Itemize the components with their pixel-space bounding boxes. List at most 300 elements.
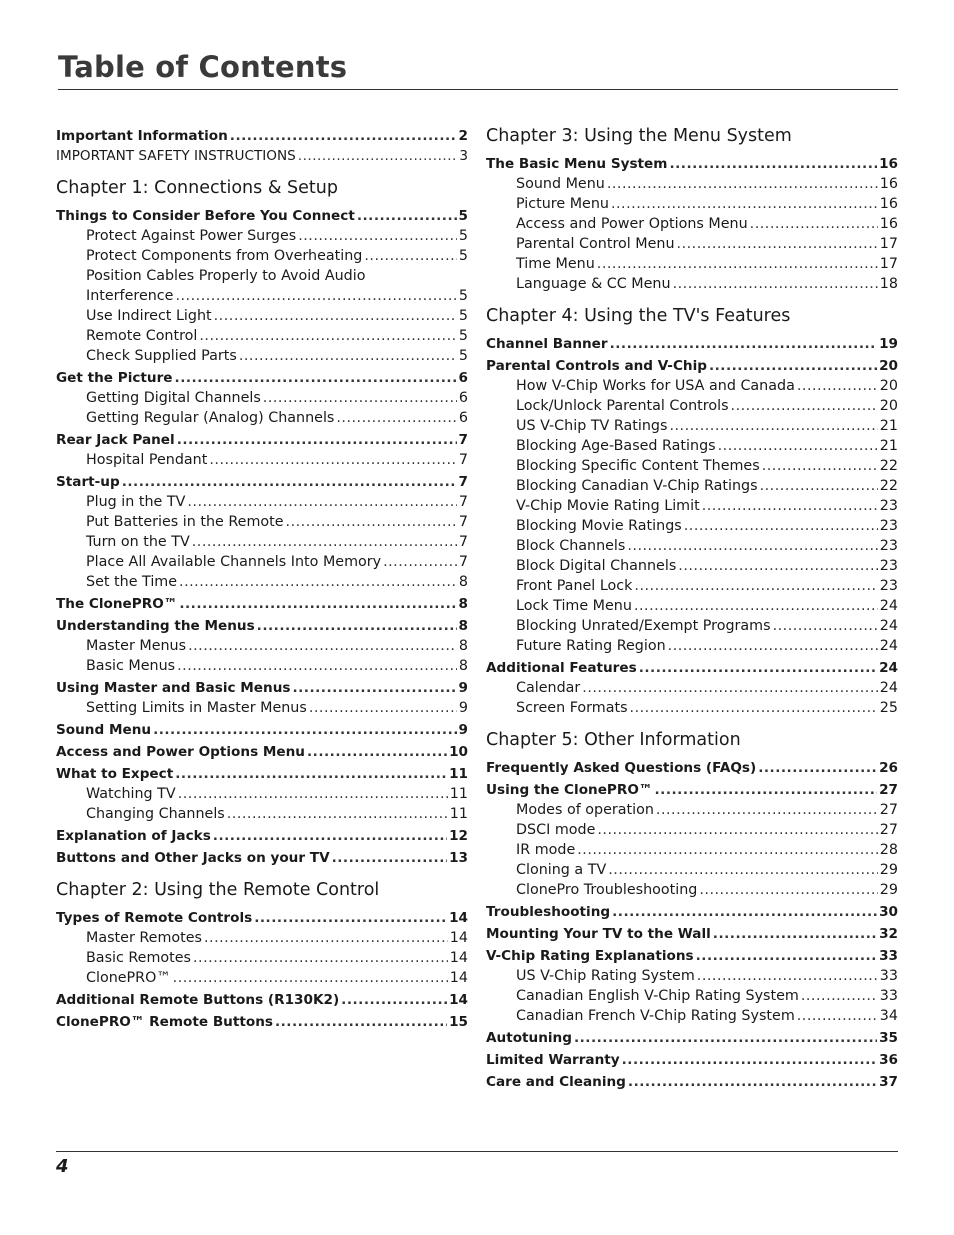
toc-entry-page: 29 — [879, 882, 898, 898]
toc-section-entry[interactable] — [486, 946, 898, 966]
toc-entry-label: IMPORTANT SAFETY INSTRUCTIONS — [56, 148, 296, 164]
toc-entry-label: Get the Picture — [56, 370, 173, 386]
toc-section-entry[interactable] — [56, 430, 468, 450]
toc-entry-page: 5 — [458, 308, 468, 324]
toc-entry[interactable] — [56, 326, 468, 346]
footer-divider — [56, 1151, 898, 1152]
toc-entry-label: DSCI mode — [516, 822, 596, 838]
toc-entry-page: 24 — [879, 660, 898, 676]
toc-entry-label: Front Panel Lock — [516, 578, 633, 594]
dot-leader — [673, 274, 878, 294]
toc-entry-page: 14 — [449, 992, 468, 1008]
toc-entry-label: Care and Cleaning — [486, 1074, 626, 1090]
toc-entry-label: Set the Time — [86, 574, 178, 590]
dot-leader — [597, 820, 877, 840]
dot-leader — [669, 154, 877, 174]
toc-entry-page: 9 — [458, 700, 468, 716]
toc-entry[interactable] — [56, 784, 468, 804]
toc-entry-page: 8 — [458, 658, 468, 674]
toc-section-entry[interactable] — [56, 472, 468, 492]
toc-entry-label: Getting Digital Channels — [86, 390, 261, 406]
toc-entry-page: 18 — [879, 276, 898, 292]
dot-leader — [639, 658, 877, 678]
toc-entry-page: 23 — [879, 558, 898, 574]
toc-entry-label: Position Cables Properly to Avoid Audio — [86, 268, 366, 284]
dot-leader — [254, 908, 447, 928]
toc-section-entry[interactable] — [486, 924, 898, 944]
toc-entry-label: Sound Menu — [516, 176, 605, 192]
dot-leader — [697, 966, 878, 986]
toc-entry-page: 5 — [458, 328, 468, 344]
toc-entry-page: 7 — [458, 534, 468, 550]
toc-entry-label: Blocking Age-Based Ratings — [516, 438, 716, 454]
dot-leader — [760, 476, 878, 496]
toc-section-entry[interactable] — [486, 780, 898, 800]
toc-entry-page: 28 — [879, 842, 898, 858]
toc-entry[interactable] — [486, 698, 898, 718]
toc-section-entry[interactable] — [486, 334, 898, 354]
dot-leader — [582, 678, 878, 698]
dot-leader — [801, 986, 878, 1006]
toc-entry-label: The Basic Menu System — [486, 156, 668, 172]
toc-entry-label: Start-up — [56, 474, 120, 490]
toc-entry-page: 21 — [879, 438, 898, 454]
dot-leader — [702, 496, 878, 516]
toc-entry-label: Parental Controls and V-Chip — [486, 358, 707, 374]
toc-entry-label: Types of Remote Controls — [56, 910, 253, 926]
toc-entry-label: How V-Chip Works for USA and Canada — [516, 378, 795, 394]
toc-entry-label: IR mode — [516, 842, 576, 858]
toc-entry-label: Picture Menu — [516, 196, 609, 212]
toc-entry-label: Turn on the TV — [86, 534, 190, 550]
toc-entry[interactable] — [486, 194, 898, 214]
dot-leader — [628, 1072, 877, 1092]
toc-entry[interactable] — [486, 986, 898, 1006]
toc-entry[interactable] — [56, 492, 468, 512]
toc-entry[interactable] — [486, 576, 898, 596]
toc-entry-page: 34 — [879, 1008, 898, 1024]
toc-entry-page: 21 — [879, 418, 898, 434]
toc-section-entry[interactable] — [56, 206, 468, 226]
toc-section-entry[interactable] — [56, 678, 468, 698]
toc-entry[interactable] — [56, 226, 468, 246]
dot-leader — [175, 286, 456, 306]
toc-entry-label: Rear Jack Panel — [56, 432, 175, 448]
dot-leader — [611, 194, 878, 214]
toc-entry[interactable] — [486, 636, 898, 656]
toc-entry[interactable] — [486, 174, 898, 194]
toc-entry[interactable] — [486, 496, 898, 516]
toc-entry-page: 17 — [879, 256, 898, 272]
toc-entry-label: Block Digital Channels — [516, 558, 677, 574]
dot-leader — [307, 742, 447, 762]
toc-entry-label: Access and Power Options Menu — [516, 216, 748, 232]
toc-entry[interactable] — [56, 552, 468, 572]
dot-leader — [192, 532, 457, 552]
toc-entry-page: 5 — [458, 228, 468, 244]
toc-entry-page: 5 — [458, 248, 468, 264]
toc-entry-page: 23 — [879, 578, 898, 594]
toc-entry-page: 11 — [449, 766, 468, 782]
toc-entry-page: 29 — [879, 862, 898, 878]
toc-entry[interactable] — [486, 800, 898, 820]
dot-leader — [797, 1006, 878, 1026]
toc-entry-label: Lock/Unlock Parental Controls — [516, 398, 729, 414]
toc-section-entry[interactable] — [486, 1050, 898, 1070]
dot-leader — [762, 456, 878, 476]
toc-entry-label: Troubleshooting — [486, 904, 611, 920]
chapter-heading: Chapter 3: Using the Menu System — [486, 126, 792, 146]
toc-entry-page: 11 — [449, 786, 468, 802]
toc-entry[interactable] — [486, 516, 898, 536]
toc-entry-page: 5 — [458, 208, 468, 224]
toc-entry-label: V-Chip Rating Explanations — [486, 948, 694, 964]
toc-entry-page: 19 — [879, 336, 898, 352]
dot-leader — [230, 126, 457, 146]
dot-leader — [364, 246, 457, 266]
toc-entry[interactable] — [56, 698, 468, 718]
toc-section-entry[interactable] — [56, 368, 468, 388]
toc-entry-label: Blocking Canadian V-Chip Ratings — [516, 478, 758, 494]
toc-section-entry[interactable] — [56, 764, 468, 784]
dot-leader — [630, 698, 878, 718]
toc-entry-page: 13 — [449, 850, 468, 866]
toc-entry-page: 32 — [879, 926, 898, 942]
toc-entry-label: Hospital Pendant — [86, 452, 208, 468]
toc-entry-page: 22 — [879, 478, 898, 494]
toc-entry[interactable] — [56, 246, 468, 266]
toc-entry[interactable] — [56, 146, 468, 166]
dot-leader — [655, 780, 878, 800]
toc-entry-page: 7 — [458, 432, 468, 448]
toc-entry[interactable] — [486, 274, 898, 294]
dot-leader — [204, 928, 448, 948]
toc-entry-page: 11 — [449, 806, 468, 822]
toc-entry-label: Additional Features — [486, 660, 637, 676]
toc-entry-page: 27 — [879, 822, 898, 838]
chapter-heading: Chapter 5: Other Information — [486, 730, 741, 750]
dot-leader — [577, 840, 878, 860]
toc-entry-label: Protect Components from Overheating — [86, 248, 363, 264]
toc-section-entry[interactable] — [56, 990, 468, 1010]
toc-section-entry[interactable] — [56, 826, 468, 846]
toc-entry-page: 36 — [879, 1052, 898, 1068]
dot-leader — [332, 848, 447, 868]
toc-entry-page: 16 — [879, 216, 898, 232]
dot-leader — [383, 552, 457, 572]
toc-section-entry[interactable] — [486, 658, 898, 678]
dot-leader — [173, 968, 448, 988]
dot-leader — [677, 234, 878, 254]
toc-entry[interactable] — [486, 436, 898, 456]
toc-entry-label: Language & CC Menu — [516, 276, 671, 292]
toc-entry-label: Blocking Specific Content Themes — [516, 458, 760, 474]
dot-leader — [656, 800, 878, 820]
page-title: Table of Contents — [58, 50, 348, 84]
toc-entry-page: 23 — [879, 538, 898, 554]
toc-entry[interactable] — [486, 840, 898, 860]
toc-entry-label: Basic Menus — [86, 658, 176, 674]
toc-section-entry[interactable] — [56, 742, 468, 762]
toc-entry[interactable] — [56, 286, 468, 306]
toc-entry[interactable] — [486, 214, 898, 234]
toc-entry-label: What to Expect — [56, 766, 174, 782]
toc-entry-label: ClonePro Troubleshooting — [516, 882, 698, 898]
toc-entry-page: 8 — [458, 618, 468, 634]
toc-entry[interactable] — [486, 616, 898, 636]
toc-entry[interactable] — [56, 408, 468, 428]
toc-entry-label: Canadian French V-Chip Rating System — [516, 1008, 795, 1024]
toc-entry[interactable] — [56, 804, 468, 824]
toc-entry[interactable] — [486, 820, 898, 840]
chapter-heading: Chapter 2: Using the Remote Control — [56, 880, 380, 900]
dot-leader — [696, 946, 877, 966]
dot-leader — [263, 388, 457, 408]
dot-leader — [731, 396, 878, 416]
toc-entry-page: 6 — [458, 390, 468, 406]
toc-entry-page: 33 — [879, 968, 898, 984]
toc-entry[interactable] — [56, 450, 468, 470]
dot-leader — [175, 368, 457, 388]
dot-leader — [597, 254, 878, 274]
toc-entry[interactable] — [56, 948, 468, 968]
dot-leader — [612, 902, 877, 922]
dot-leader — [668, 636, 878, 656]
toc-entry[interactable] — [56, 512, 468, 532]
toc-entry[interactable] — [56, 636, 468, 656]
toc-entry-page: 33 — [879, 948, 898, 964]
dot-leader — [669, 416, 877, 436]
dot-leader — [179, 594, 456, 614]
toc-entry-page: 23 — [879, 518, 898, 534]
dot-leader — [199, 326, 457, 346]
page-number: 4 — [56, 1156, 69, 1177]
toc-entry-label: US V-Chip TV Ratings — [516, 418, 668, 434]
toc-entry[interactable] — [486, 860, 898, 880]
toc-entry[interactable] — [486, 396, 898, 416]
toc-entry[interactable] — [486, 536, 898, 556]
dot-leader — [188, 636, 457, 656]
toc-entry-label: Understanding the Menus — [56, 618, 255, 634]
toc-entry-label: Access and Power Options Menu — [56, 744, 305, 760]
toc-entry[interactable] — [56, 388, 468, 408]
toc-entry-label: ClonePRO™ Remote Buttons — [56, 1014, 273, 1030]
toc-entry-label: Protect Against Power Surges — [86, 228, 297, 244]
toc-entry-label: Autotuning — [486, 1030, 572, 1046]
toc-entry[interactable] — [486, 376, 898, 396]
toc-entry-page: 7 — [458, 474, 468, 490]
toc-entry-label: Screen Formats — [516, 700, 628, 716]
toc-entry-page: 27 — [879, 802, 898, 818]
toc-entry[interactable] — [56, 968, 468, 988]
dot-leader — [175, 764, 447, 784]
toc-entry-label: Canadian English V-Chip Rating System — [516, 988, 799, 1004]
toc-entry-label: Basic Remotes — [86, 950, 192, 966]
toc-entry-label: Interference — [86, 288, 174, 304]
toc-entry-page: 33 — [879, 988, 898, 1004]
toc-entry[interactable] — [486, 596, 898, 616]
toc-entry-page: 6 — [458, 410, 468, 426]
dot-leader — [187, 492, 457, 512]
dot-leader — [214, 306, 457, 326]
toc-entry[interactable] — [56, 572, 468, 592]
toc-entry-page: 23 — [879, 498, 898, 514]
toc-section-entry[interactable] — [56, 848, 468, 868]
toc-entry-label: Limited Warranty — [486, 1052, 620, 1068]
toc-entry-page: 14 — [449, 950, 468, 966]
toc-entry-label: Lock Time Menu — [516, 598, 632, 614]
dot-leader — [336, 408, 457, 428]
dot-leader — [622, 1050, 877, 1070]
toc-entry-page: 14 — [449, 970, 468, 986]
dot-leader — [177, 656, 457, 676]
toc-entry-page: 20 — [879, 398, 898, 414]
dot-leader — [750, 214, 878, 234]
toc-section-entry[interactable] — [56, 720, 468, 740]
dot-leader — [153, 720, 456, 740]
toc-section-entry[interactable] — [56, 594, 468, 614]
dot-leader — [193, 948, 448, 968]
toc-entry-page: 7 — [458, 452, 468, 468]
dot-leader — [227, 804, 448, 824]
toc-entry-page: 8 — [458, 574, 468, 590]
dot-leader — [718, 436, 878, 456]
toc-entry[interactable] — [486, 678, 898, 698]
toc-entry-page: 3 — [459, 148, 468, 164]
dot-leader — [607, 174, 878, 194]
toc-entry-label: Time Menu — [516, 256, 595, 272]
toc-entry-page: 25 — [879, 700, 898, 716]
toc-entry-page: 24 — [879, 598, 898, 614]
toc-entry-page: 20 — [879, 358, 898, 374]
toc-section-entry[interactable] — [486, 1028, 898, 1048]
toc-entry-label: Cloning a TV — [516, 862, 607, 878]
toc-entry-page: 27 — [879, 782, 898, 798]
toc-entry-label: Future Rating Region — [516, 638, 666, 654]
toc-entry-page: 26 — [879, 760, 898, 776]
toc-entry[interactable] — [486, 234, 898, 254]
title-divider — [58, 89, 898, 90]
toc-entry[interactable] — [486, 880, 898, 900]
toc-section-entry[interactable] — [486, 758, 898, 778]
toc-entry[interactable] — [486, 416, 898, 436]
toc-section-entry[interactable] — [56, 616, 468, 636]
toc-entry-label: Sound Menu — [56, 722, 152, 738]
toc-section-entry[interactable] — [56, 1012, 468, 1032]
toc-entry-label: Watching TV — [86, 786, 176, 802]
toc-entry-page: 6 — [458, 370, 468, 386]
dot-leader — [298, 226, 457, 246]
toc-entry-page: 2 — [458, 128, 468, 144]
toc-section-entry[interactable] — [486, 356, 898, 376]
dot-leader — [684, 516, 878, 536]
toc-entry[interactable] — [56, 306, 468, 326]
toc-entry[interactable] — [56, 656, 468, 676]
toc-section-entry[interactable] — [486, 902, 898, 922]
dot-leader — [773, 616, 878, 636]
toc-entry-page: 14 — [449, 910, 468, 926]
toc-entry-label: US V-Chip Rating System — [516, 968, 695, 984]
toc-entry[interactable] — [486, 1006, 898, 1026]
toc-entry-label: Important Information — [56, 128, 228, 144]
toc-entry-label: Put Batteries in the Remote — [86, 514, 284, 530]
toc-entry-label: Setting Limits in Master Menus — [86, 700, 307, 716]
toc-entry-label: Channel Banner — [486, 336, 608, 352]
toc-right-column — [486, 124, 898, 1092]
toc-entry-page: 16 — [879, 176, 898, 192]
toc-entry-label: Master Remotes — [86, 930, 202, 946]
dot-leader — [341, 990, 447, 1010]
dot-leader — [275, 1012, 447, 1032]
toc-left-column — [56, 124, 468, 1032]
toc-section-entry[interactable] — [56, 908, 468, 928]
toc-entry[interactable] — [486, 456, 898, 476]
toc-entry-page: 15 — [449, 1014, 468, 1030]
toc-entry-page: 9 — [458, 680, 468, 696]
chapter-heading: Chapter 4: Using the TV's Features — [486, 306, 791, 326]
toc-entry[interactable] — [486, 254, 898, 274]
toc-section-entry[interactable] — [56, 126, 468, 146]
toc-entry-label: Use Indirect Light — [86, 308, 212, 324]
toc-entry-page: 9 — [458, 722, 468, 738]
dot-leader — [634, 576, 877, 596]
toc-entry-label: Blocking Movie Ratings — [516, 518, 682, 534]
dot-leader — [610, 334, 877, 354]
toc-entry-page: 8 — [458, 638, 468, 654]
toc-entry[interactable] — [486, 476, 898, 496]
toc-entry-page: 24 — [879, 618, 898, 634]
toc-entry-label: Changing Channels — [86, 806, 225, 822]
dot-leader — [179, 572, 457, 592]
dot-leader — [178, 784, 448, 804]
toc-entry-page: 35 — [879, 1030, 898, 1046]
toc-entry-page: 37 — [879, 1074, 898, 1090]
toc-entry-label: Parental Control Menu — [516, 236, 675, 252]
toc-entry[interactable] — [56, 532, 468, 552]
toc-entry[interactable] — [56, 266, 468, 286]
toc-entry-label: ClonePRO™ — [86, 970, 171, 986]
dot-leader — [627, 536, 877, 556]
toc-entry-label: Blocking Unrated/Exempt Programs — [516, 618, 771, 634]
toc-entry[interactable] — [486, 966, 898, 986]
toc-entry-page: 8 — [458, 596, 468, 612]
toc-entry[interactable] — [56, 928, 468, 948]
dot-leader — [286, 512, 457, 532]
dot-leader — [758, 758, 877, 778]
toc-entry-page: 17 — [879, 236, 898, 252]
dot-leader — [292, 678, 456, 698]
toc-entry-page: 10 — [449, 744, 468, 760]
toc-entry-label: Plug in the TV — [86, 494, 186, 510]
toc-entry-label: The ClonePRO™ — [56, 596, 178, 612]
toc-section-entry[interactable] — [486, 1072, 898, 1092]
dot-leader — [574, 1028, 877, 1048]
toc-entry-page: 16 — [879, 196, 898, 212]
toc-entry[interactable] — [56, 346, 468, 366]
dot-leader — [678, 556, 878, 576]
dot-leader — [713, 924, 877, 944]
toc-entry-label: Using Master and Basic Menus — [56, 680, 291, 696]
dot-leader — [213, 826, 447, 846]
toc-entry-page: 7 — [458, 514, 468, 530]
dot-leader — [797, 376, 878, 396]
toc-entry-page: 5 — [458, 348, 468, 364]
toc-entry[interactable] — [486, 556, 898, 576]
toc-entry-label: Things to Consider Before You Connect — [56, 208, 355, 224]
toc-section-entry[interactable] — [486, 154, 898, 174]
toc-entry-label: Frequently Asked Questions (FAQs) — [486, 760, 757, 776]
dot-leader — [209, 450, 457, 470]
